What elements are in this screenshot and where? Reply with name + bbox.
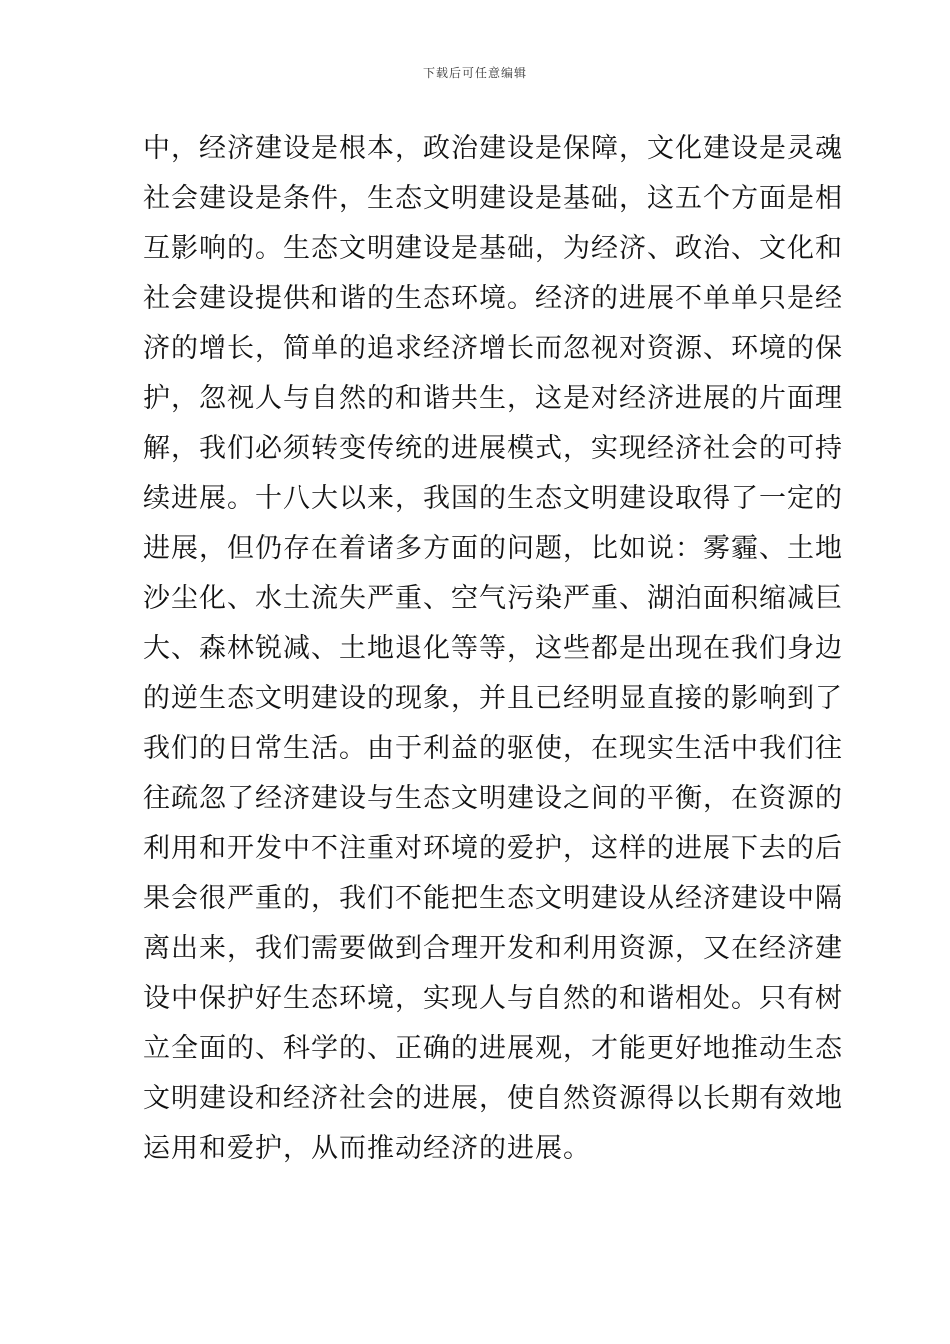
text-line: 济的增长，简单的追求经济增长而忽视对资源、环境的保 [143, 333, 843, 364]
text-line: 中，经济建设是根本，政治建设是保障，文化建设是灵魂 [143, 133, 843, 164]
text-line: 互影响的。生态文明建设是基础，为经济、政治、文化和 [143, 233, 843, 264]
text-line: 运用和爱护，从而推动经济的进展。 [143, 1133, 591, 1164]
text-line: 沙尘化、水土流失严重、空气污染严重、湖泊面积缩减巨 [143, 583, 843, 614]
text-line: 利用和开发中不注重对环境的爱护，这样的进展下去的后 [143, 833, 843, 864]
text-line: 续进展。十八大以来，我国的生态文明建设取得了一定的 [143, 483, 843, 514]
text-line: 社会建设提供和谐的生态环境。经济的进展不单单只是经 [143, 283, 843, 314]
text-line: 立全面的、科学的、正确的进展观，才能更好地推动生态 [143, 1033, 843, 1064]
text-line: 进展，但仍存在着诸多方面的问题，比如说：雾霾、土地 [143, 533, 843, 564]
text-line: 大、森林锐减、土地退化等等，这些都是出现在我们身边 [143, 633, 843, 664]
text-line: 护，忽视人与自然的和谐共生，这是对经济进展的片面理 [143, 383, 843, 414]
text-line: 往疏忽了经济建设与生态文明建设之间的平衡，在资源的 [143, 783, 843, 814]
text-line: 果会很严重的，我们不能把生态文明建设从经济建设中隔 [143, 883, 843, 914]
page-header: 下载后可任意编辑 [422, 66, 527, 80]
text-line: 解，我们必须转变传统的进展模式，实现经济社会的可持 [143, 433, 843, 464]
text-line: 社会建设是条件，生态文明建设是基础，这五个方面是相 [143, 183, 843, 214]
text-line: 的逆生态文明建设的现象，并且已经明显直接的影响到了 [143, 683, 843, 714]
text-line: 我们的日常生活。由于利益的驱使，在现实生活中我们往 [143, 733, 843, 764]
text-line: 设中保护好生态环境，实现人与自然的和谐相处。只有树 [143, 983, 843, 1014]
body-paragraph [143, 124, 843, 1174]
text-line: 文明建设和经济社会的进展，使自然资源得以长期有效地 [143, 1083, 843, 1114]
text-line: 离出来，我们需要做到合理开发和利用资源，又在经济建 [143, 933, 843, 964]
